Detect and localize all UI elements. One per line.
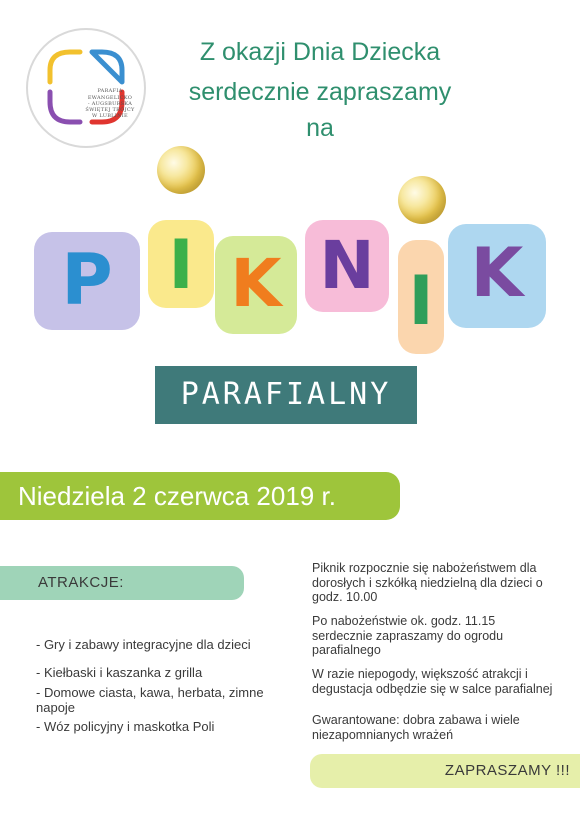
closing-text: ZAPRASZAMY !!! — [444, 762, 570, 779]
parish-logo — [26, 28, 146, 148]
attraction-item: - Gry i zabawy integracyjne dla dzieci — [36, 637, 251, 652]
letter-p: P — [61, 239, 113, 321]
event-date: Niedziela 2 czerwca 2019 r. — [18, 481, 336, 511]
beach-ball-right — [398, 176, 446, 224]
logo-text-5: W LUBLINIE — [92, 113, 128, 119]
logo-text-2: EWANGELICKO — [87, 95, 133, 101]
logo-text-4: ŚWIĘTEJ TRÓJCY — [85, 107, 135, 113]
info-paragraph: Piknik rozpocznie się nabożeństwem dla dorosłych i szkółką niedzielną dla dzieci o godz. 10.00 — [312, 561, 543, 604]
header-line-3: na — [306, 114, 334, 142]
info-paragraph: Po nabożeństwie ok. godz. 11.15 serdecznie zapraszamy do ogrodu parafialnego — [312, 614, 504, 657]
letter-i-1: I — [168, 226, 194, 305]
header-line-2: serdecznie zapraszamy — [188, 78, 452, 106]
info-paragraph: Gwarantowane: dobra zabawa i wiele niezapomnianych wrażeń — [312, 713, 520, 742]
letter-k-2: K — [470, 234, 524, 313]
letter-n: N — [319, 227, 375, 304]
beach-ball-left — [157, 146, 205, 194]
info-paragraph: W razie niepogody, większość atrakcji i degustacja odbędzie się w salce parafialnej — [312, 667, 553, 696]
header-line-1: Z okazji Dnia Dziecka — [199, 38, 441, 66]
logo-text-1: PARAFIA — [97, 88, 123, 94]
letter-k-1: K — [230, 245, 282, 322]
attractions-heading: ATRAKCJE: — [38, 574, 124, 591]
attraction-item: - Domowe ciasta, kawa, herbata, zimne napoje — [36, 685, 264, 715]
attraction-item: - Wóz policyjny i maskotka Poli — [36, 719, 215, 734]
letter-i-2: I — [408, 262, 434, 341]
attraction-item: - Kiełbaski i kaszanka z grilla — [36, 665, 203, 680]
logo-text-3: - AUGSBURSKA — [87, 101, 133, 107]
subtitle-text: PARAFIALNY — [180, 377, 392, 412]
